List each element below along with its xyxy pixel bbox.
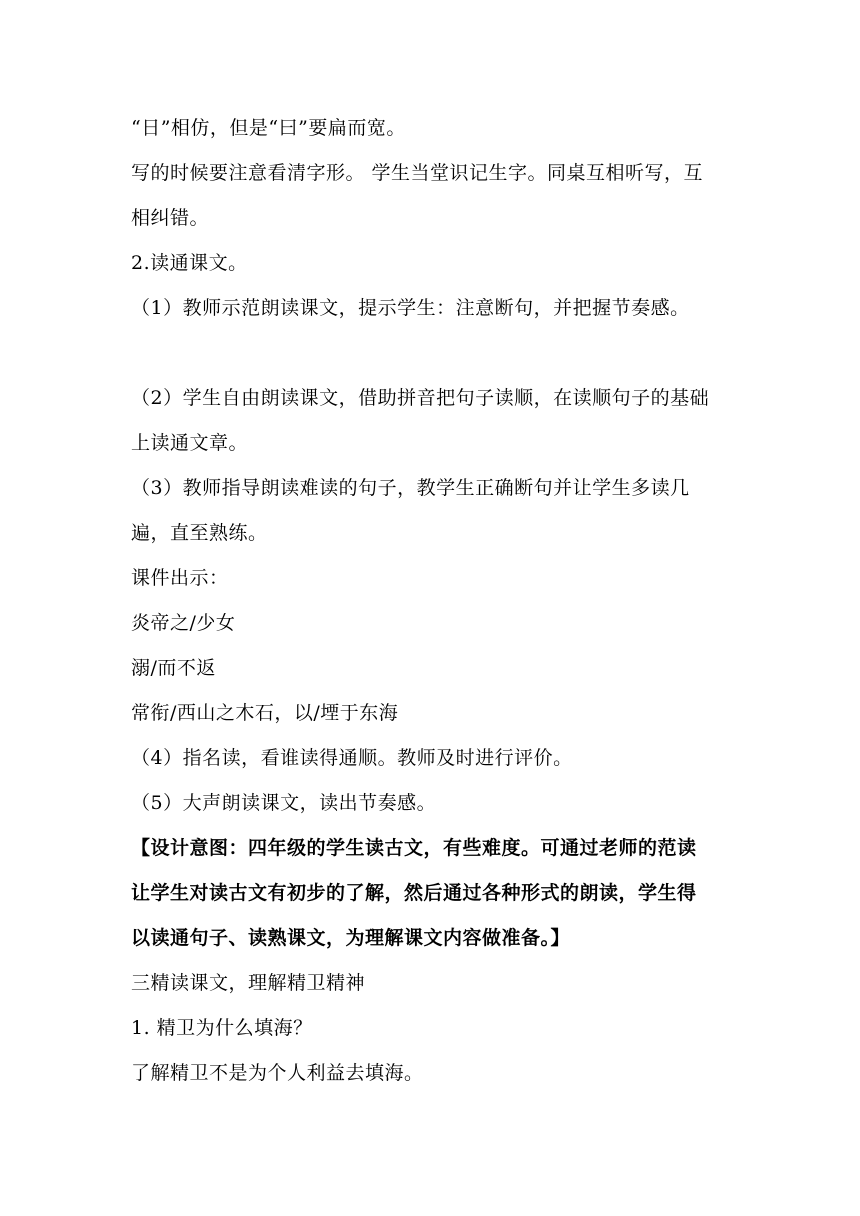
text-line: （5）大声朗读课文，读出节奏感。 [131,792,437,814]
text-line: 相纠错。 [131,207,210,229]
section-heading: 三精读课文，理解精卫精神 [131,972,366,994]
text-line: 2.读通课文。 [131,252,248,274]
text-line: 炎帝之/少女 [131,612,236,634]
text-line: 1. 精卫为什么填海？ [131,1017,313,1039]
text-line: “日”相仿，但是“曰”要扁而宽。 [131,117,406,139]
text-line: （4）指名读，看谁读得通顺。教师及时进行评价。 [131,747,573,769]
design-intent-line: 【设计意图：四年级的学生读古文，有些难度。可通过老师的范读 [131,837,697,859]
text-line: （3）教师指导朗读难读的句子，教学生正确断句并让学生多读几 [131,477,690,499]
design-intent-line: 让学生对读古文有初步的了解，然后通过各种形式的朗读，学生得 [131,882,697,904]
text-line: 溺/而不返 [131,657,216,679]
text-line: 遍，直至熟练。 [131,522,268,544]
text-line: 上读通文章。 [131,432,249,454]
text-line: 写的时候要注意看清字形。 学生当堂识记生字。同桌互相听写，互 [131,162,704,184]
text-line: （1）教师示范朗读课文，提示学生：注意断句，并把握节奏感。 [131,297,690,319]
text-line: 了解精卫不是为个人利益去填海。 [131,1062,424,1084]
design-intent-line: 以读通句子、读熟课文，为理解课文内容做准备。】 [131,927,571,949]
text-line: （2）学生自由朗读课文，借助拼音把句子读顺，在读顺句子的基础 [131,387,710,409]
text-line: 常衔/西山之木石，以/堙于东海 [131,702,399,724]
text-line: 课件出示： [131,567,229,589]
